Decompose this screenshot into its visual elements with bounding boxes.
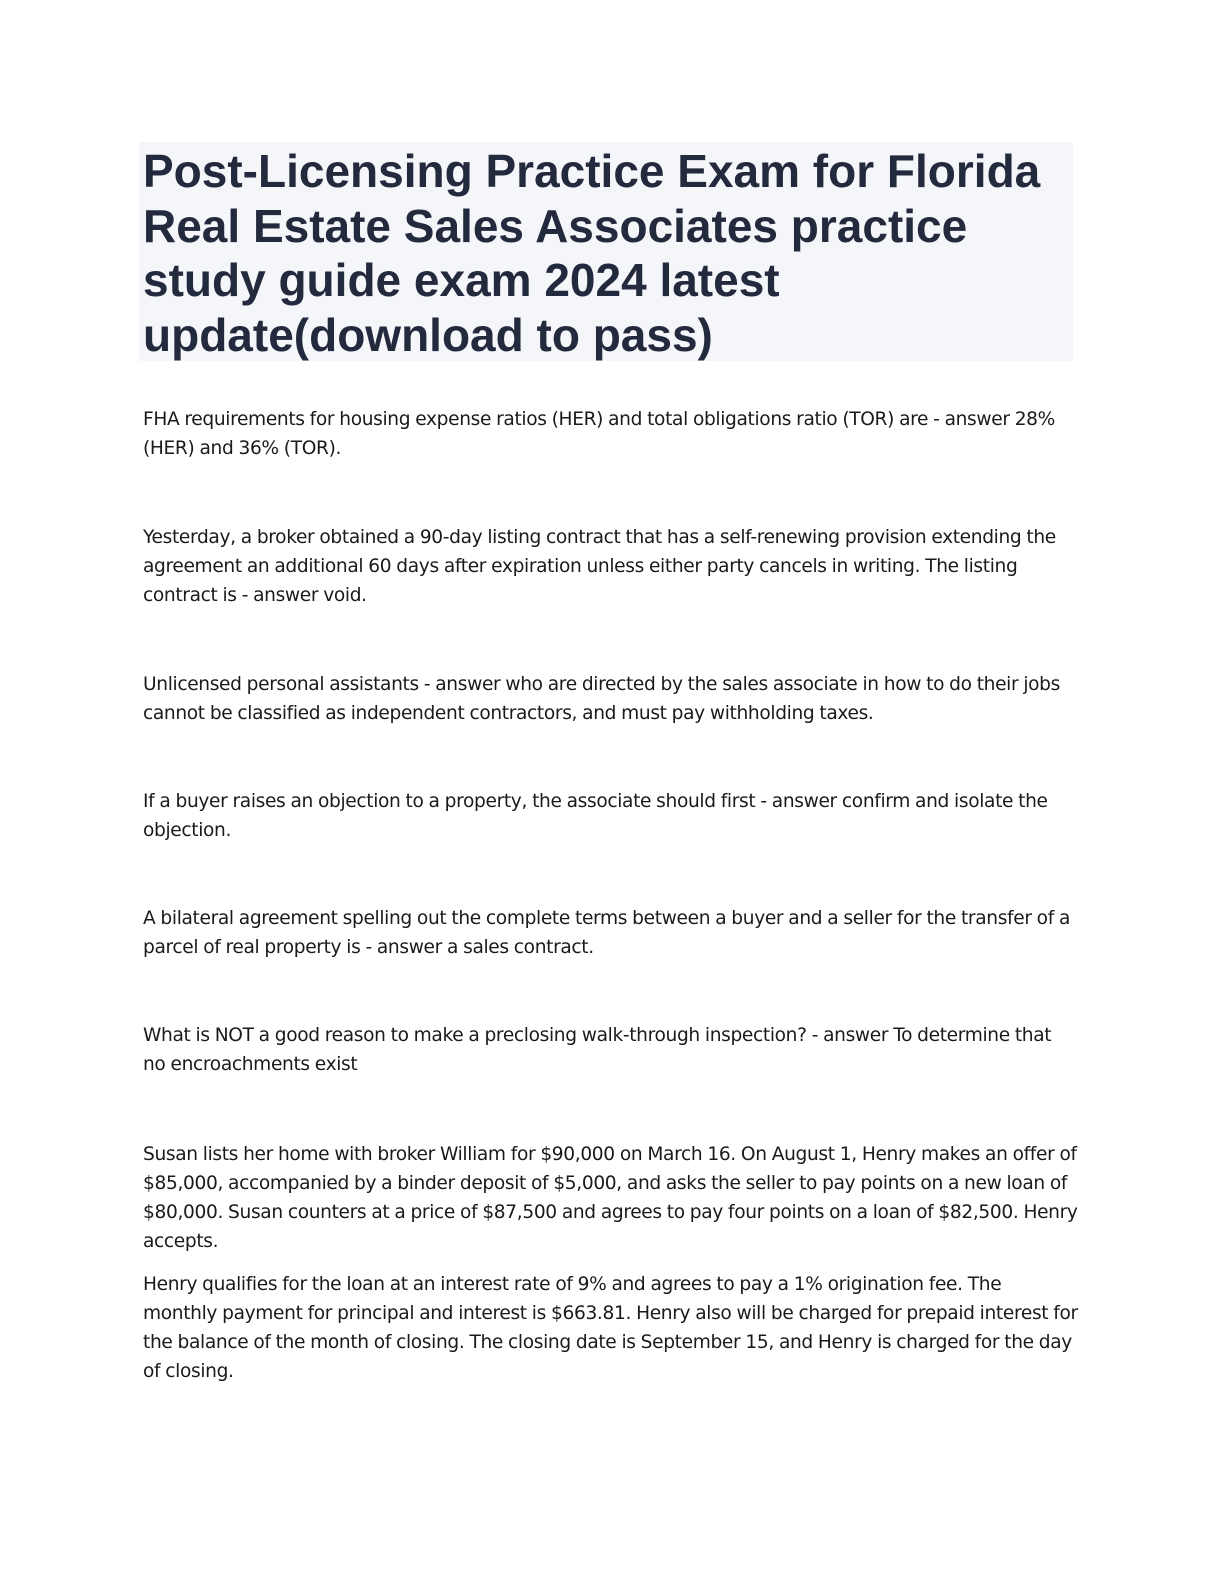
paragraph-susan-scenario: Susan lists her home with broker William for $90,000 on March 16. On August 1, Henry makes an offer of $85,000, accompanied by a binder deposit of $5,000, and asks the seller to pay points on a new loan of $80,000. Susan counters at a price of $87,500 and agrees to pay four points on a loan of $82,500. Henry accepts. — [143, 1144, 1078, 1252]
paragraph-fha-ratios: FHA requirements for housing expense ratios (HER) and total obligations ratio (TOR) are - answer 28% (HER) and 36% (TOR). — [143, 409, 1055, 459]
paragraph-listing-contract: Yesterday, a broker obtained a 90-day listing contract that has a self-renewing provision extending the agreement an additional 60 days after expiration unless either party cancels in writing. The listing contract is - answer void. — [143, 527, 1056, 606]
paragraph-buyer-objection: If a buyer raises an objection to a property, the associate should first - answer confirm and isolate the objection. — [143, 791, 1048, 841]
paragraph-personal-assistants: Unlicensed personal assistants - answer who are directed by the sales associate in how to do their jobs cannot be classified as independent contractors, and must pay withholding taxes. — [143, 674, 1060, 724]
document-title: Post-Licensing Practice Exam for Florida Real Estate Sales Associates practice study guide exam 2024 latest update(download to pass) — [143, 145, 1041, 361]
paragraph-walk-through: What is NOT a good reason to make a preclosing walk-through inspection? - answer To determine that no encroachments exist — [143, 1025, 1052, 1075]
paragraph-henry-loan: Henry qualifies for the loan at an interest rate of 9% and agrees to pay a 1% origination fee. The monthly payment for principal and interest is $663.81. Henry also will be charged for prepaid interest for the balance of the month of closing. The closing date is September 15, and Henry is charged for the day of closing. — [143, 1274, 1078, 1382]
paragraph-bilateral-agreement: A bilateral agreement spelling out the complete terms between a buyer and a seller for the transfer of a parcel of real property is - answer a sales contract. — [143, 908, 1071, 958]
title-block — [139, 142, 1073, 361]
